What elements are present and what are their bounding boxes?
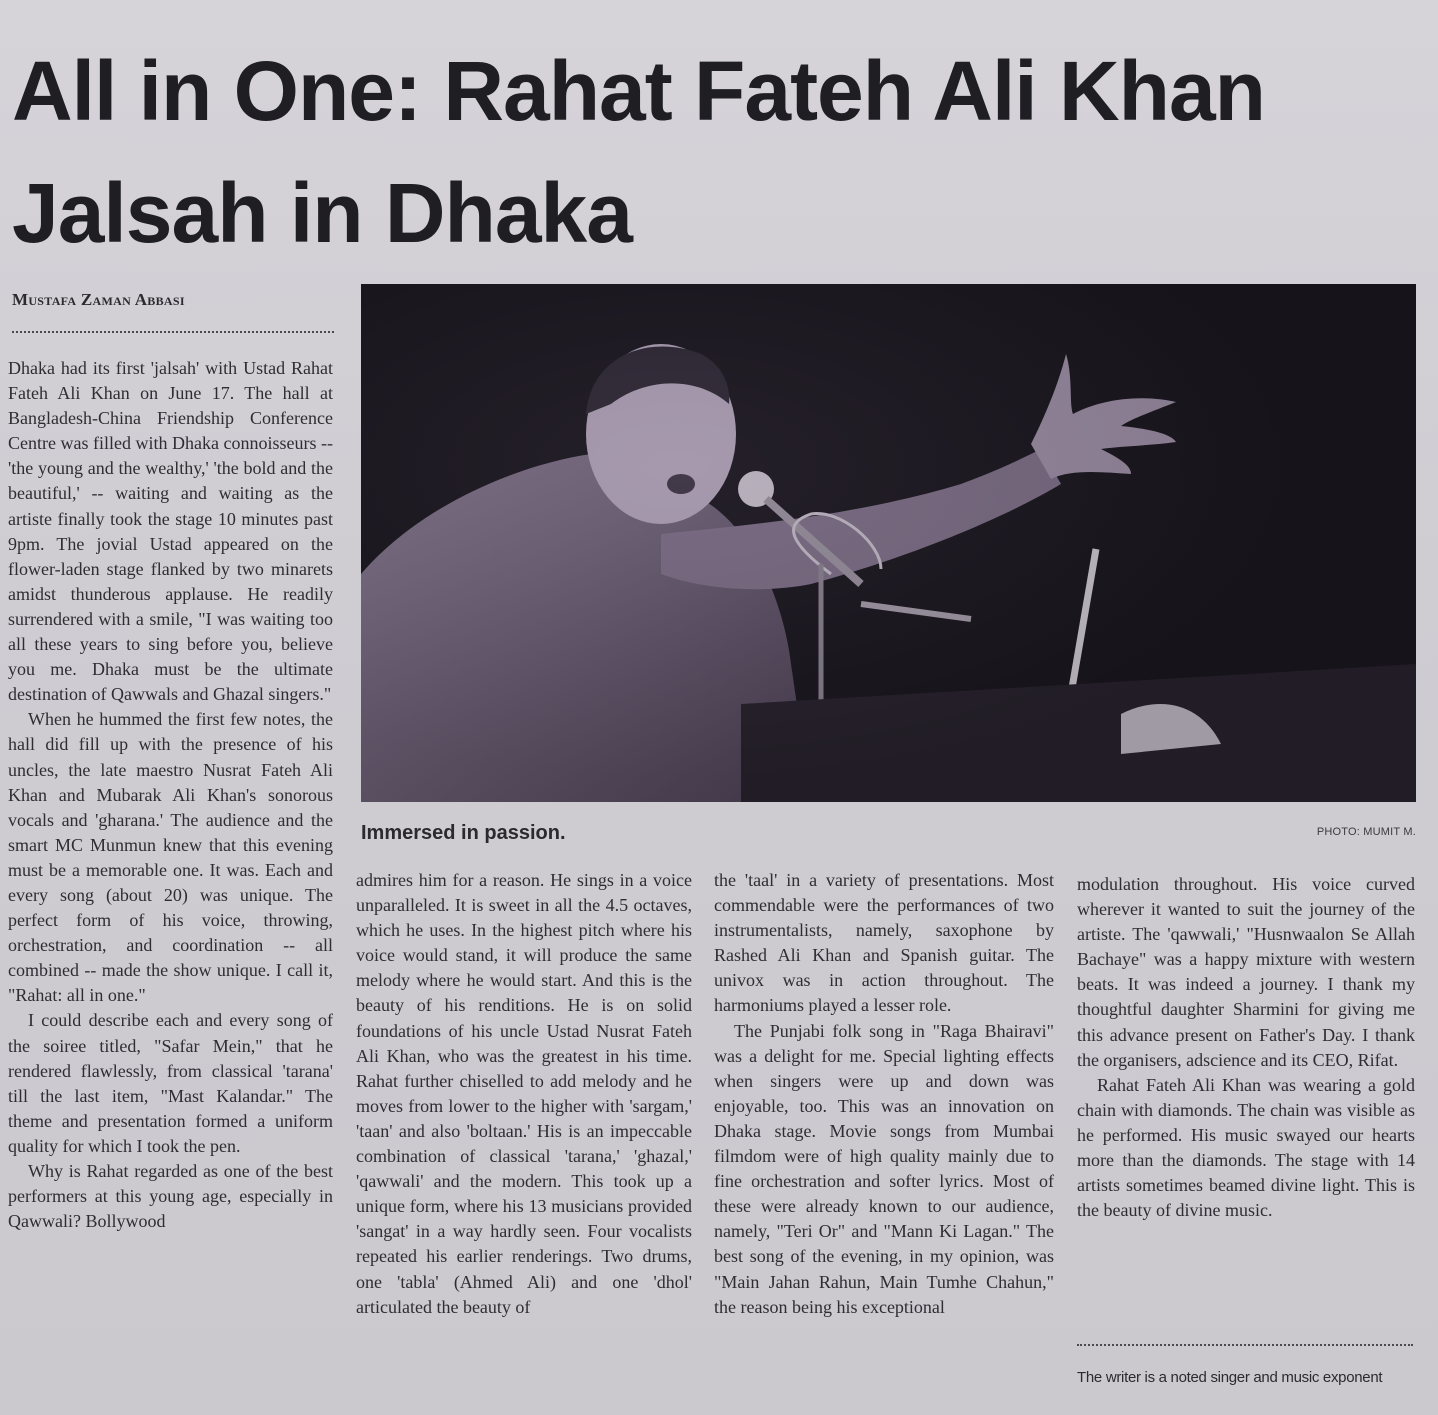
- paragraph: admires him for a reason. He sings in a voice unparalleled. It is sweet in all the 4.5 octaves, which he uses. In the highest pitch where his voice would stand, it will produce the same melody where he would start. And this is the beauty of his renditions. He is on solid foundations of his uncle Ustad Nusrat Fateh Ali Khan, who was the greatest in his time. Rahat further chiselled to add melody and he moves from lower to the higher with 'sargam,' 'taan' and also 'boltaan.' His is an impeccable combination of classical 'tarana,' 'ghazal,' 'qawwali' and the modern. This took up a unique form, where his 13 musicians provided 'sangat' in a way hardly seen. Four vocalists repeated his earlier renderings. Two drums, one 'tabla' (Ahmed Ali) and one 'dhol' articulated the beauty of: [356, 870, 692, 1317]
- paragraph: When he hummed the first few notes, the hall did fill up with the presence of his uncles, the late maestro Nusrat Fateh Ali Khan and Mubarak Ali Khan's sonorous vocals and 'gharana.' The audience and the smart MC Munmun knew that this evening must be a memorable one. It was. Each and every song (about 20) was unique. The perfect form of his voice, throwing, orchestration, and coordination -- all combined -- made the show unique. I call it, "Rahat: all in one.": [8, 709, 333, 1006]
- paragraph: modulation throughout. His voice curved wherever it wanted to suit the journey of the artiste. The 'qawwali,' "Husnwaalon Se Allah Bachaye" was a happy mixture with western beats. It was indeed a journey. I thank my thoughtful daughter Sharmini for giving me this advance present on Father's Day. I thank the organisers, adscience and its CEO, Rifat.: [1077, 874, 1415, 1070]
- byline: Mustafa Zaman Abbasi: [12, 290, 185, 309]
- article-column-4: [1077, 872, 1415, 1223]
- byline-divider: [12, 331, 334, 333]
- article-column-3: [714, 868, 1054, 1320]
- photo-caption: Immersed in passion.: [361, 822, 566, 844]
- article-column-1: [8, 356, 333, 1234]
- article-column-2: [356, 868, 692, 1320]
- paragraph: I could describe each and every song of the soiree titled, "Safar Mein," that he rendered flawlessly, from classical 'tarana' till the last item, "Mast Kalandar." The theme and presentation formed a uniform quality for which I took the pen.: [8, 1010, 333, 1156]
- concert-photo: [361, 284, 1416, 802]
- footer-divider: [1077, 1344, 1413, 1346]
- paragraph: Rahat Fateh Ali Khan was wearing a gold chain with diamonds. The chain was visible as he performed. His music swayed our hearts more than the diamonds. The stage with 14 artists sometimes beamed divine light. This is the beauty of divine music.: [1077, 1074, 1415, 1221]
- writer-note: The writer is a noted singer and music exponent: [1077, 1369, 1383, 1386]
- singer-illustration: [361, 284, 1416, 802]
- paragraph: Dhaka had its first 'jalsah' with Ustad Rahat Fateh Ali Khan on June 17. The hall at Bangladesh-China Friendship Conference Centre was filled with Dhaka connoisseurs -- 'the young and the wealthy,' 'the bold and the beautiful,' -- waiting and waiting as the artiste finally took the stage 10 minutes past 9pm. The jovial Ustad appeared on the flower-laden stage flanked by two minarets amidst thunderous applause. He readily surrendered with a smile, "I was waiting too all these years to sing before you, believe you me. Dhaka must be the ultimate destination of Qawwals and Ghazal singers.": [8, 358, 333, 705]
- photo-credit: PHOTO: MUMIT M.: [1316, 826, 1416, 838]
- paragraph: the 'taal' in a variety of presentations. Most commendable were the performances of two instrumentalists, namely, saxophone by Rashed Ali Khan and Spanish guitar. The univox was in action throughout. The harmoniums played a lesser role.: [714, 870, 1054, 1016]
- paragraph: The Punjabi folk song in "Raga Bhairavi" was a delight for me. Special lighting effects when singers were up and down was enjoyable, too. This was an innovation on Dhaka stage. Movie songs from Mumbai filmdom were of high quality mainly due to fine orchestration and softer lyrics. Most of these were already known to our audience, namely, "Teri Or" and "Mann Ki Lagan." The best song of the evening, in my opinion, was "Main Jahan Rahun, Main Tumhe Chahun," the reason being his exceptional: [714, 1020, 1054, 1317]
- paragraph: Why is Rahat regarded as one of the best performers at this young age, especially in Qawwali? Bollywood: [8, 1161, 333, 1232]
- headline: All in One: Rahat Fateh Ali Khan Jalsah in Dhaka: [12, 44, 1265, 260]
